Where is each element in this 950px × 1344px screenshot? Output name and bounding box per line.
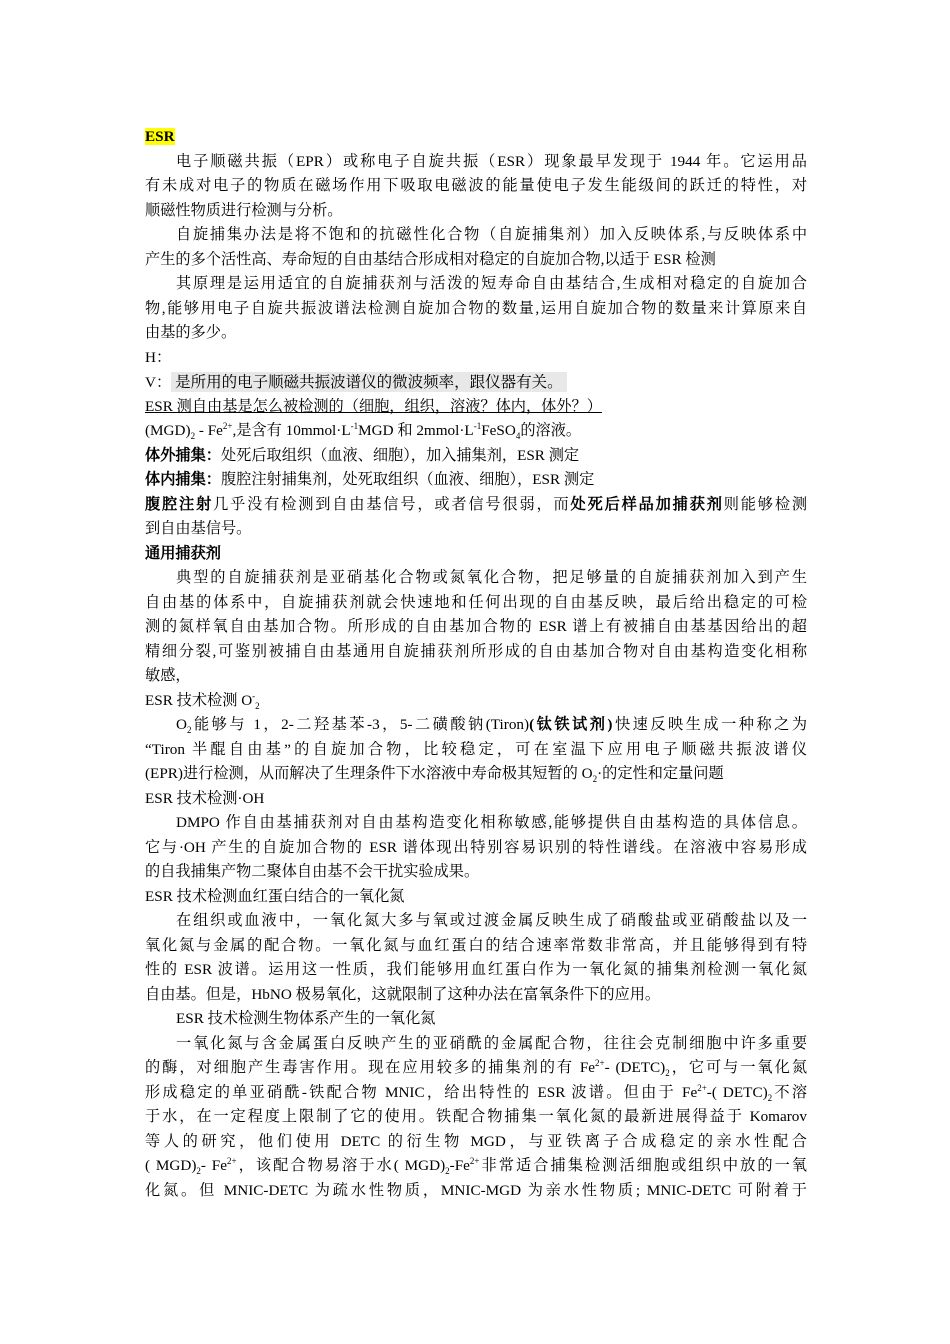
bio-text: 的酶，对细胞产生毒害作用。现在应用较多的捕集剂的有 Fe [145,1059,596,1076]
ip-line: 到自由基信号。 [145,520,252,537]
bio-text: ，该配合物易溶于水( MGD) [236,1157,446,1174]
paragraph-line: 等人的研究，他们使用 DETC 的衍生物 MGD，与亚铁离子合成稳定的亲水性配合 [145,1132,807,1150]
paragraph-line: 有未成对电子的物质在磁场作用下吸取电磁波的能量使电子发生能级间的跃迁的特性，对 [145,177,807,194]
superscript: -1 [473,420,482,431]
subscript: 2 [186,725,192,736]
o2-text: ·的定性和定量问题 [597,765,724,782]
superscript: 2+ [227,1155,237,1166]
title-line [145,125,807,150]
o2-text: 能够与 1，2-二羟基苯-3，5-二磺酸钠(Tiron) [191,716,530,733]
bio-text: - Fe [200,1157,227,1174]
paragraph-line: 典型的自旋捕获剂是亚硝基化合物或氮氧化合物，把足够量的自旋捕获剂加入到产生 [176,569,807,586]
paragraph-line: “Tiron 半醌自由基”的自旋加合物，比较稳定，可在室温下应用电子顺磁共振波谱仪 [145,740,807,758]
ip-line [145,493,807,518]
bio-text: 非常适合捕集检测活细胞或组织中放的一氧 [479,1157,807,1174]
bio-text: 不溶 [772,1083,807,1101]
bio-text: ，它可与一氧化氮 [669,1059,807,1076]
bio-text: -( DETC) [706,1083,768,1101]
paragraph-line: 自由基的体系中，自旋捕获剂就会快速地和任何出现的自由基反映，最后给出稳定的可检 [145,593,807,611]
paragraph-line [145,762,807,787]
o2-text: O [176,716,187,733]
superscript: 2+ [469,1155,480,1166]
v-line [145,370,807,395]
in-vitro-text: 处死后取组织（血液、细胞），加入捕集剂，ESR 测定 [220,446,580,464]
in-vivo-label: 体内捕集： [145,471,221,488]
paragraph-line: 自旋捕集办法是将不饱和的抗磁性化合物（自旋捕集剂）加入反映体系,与反映体系中 [176,226,807,243]
paragraph-line: 测的氮样氧自由基加合物。所形成的自由基加合物的 ESR 谱上有被捕自由基基因给出的超 [145,618,807,635]
paragraph-line [145,713,807,738]
paragraph-line: 性的 ESR 波谱。运用这一性质，我们能够用血红蛋白作为一氧化氮的捕集剂检测一氧化氮 [145,961,807,978]
mgd-line [145,419,807,444]
paragraph-line: 在组织或血液中，一氧化氮大多与氧或过渡金属反映生成了硝酸盐或亚硝酸盐以及一 [176,912,807,929]
paragraph-line: 化氮。但 MNIC-DETC 为疏水性物质，MNIC-MGD 为亲水性物质; MNIC-DETC 可附着于 [145,1181,807,1199]
superscript: -1 [350,420,359,431]
document-page [145,125,807,1203]
question-text: ESR 测自由基是怎么被检测的（细胞，组织，溶液？体内，体外？） [145,397,602,415]
subscript: 2 [665,1068,670,1079]
bio-text: 形成稳定的单亚硝酰-铁配合物 MNIC，给出特性的 ESR 波谱。但由于 Fe [145,1083,698,1101]
h-label: H： [145,348,172,366]
paragraph-line: 自由基。但是，HbNO 极易氧化，这就限制了这种办法在富氧条件下的应用。 [145,985,661,1003]
ip-text: 几乎没有检测到自由基信号，或者信号很弱，而 [213,495,571,513]
section-heading: ESR 技术检测生物体系产生的一氧化氮 [176,1010,436,1027]
superscript: - [252,690,256,701]
subscript: 2 [445,1166,450,1177]
bio-text: ( MGD) [145,1157,197,1174]
ip-text: 则能够检测 [723,495,807,513]
subscript: 2 [196,1166,201,1177]
paragraph-line: 一氧化氮与含金属蛋白反映产生的亚硝酰的金属配合物，往往会克制细胞中许多重要 [176,1034,807,1052]
in-vivo-line [145,468,807,493]
in-vitro-line [145,444,807,469]
subscript: 2 [255,700,260,711]
paragraph-line: DMPO 作自由基捕获剂对自由基构造变化相称敏感,能够提供自由基构造的具体信息。 [176,814,807,831]
subscript: 2 [190,431,196,442]
paragraph-line [145,1154,807,1179]
section-heading: ESR 技术检测血红蛋白结合的一氧化氮 [145,887,405,905]
paragraph-line [145,1056,807,1081]
superscript: 2+ [697,1082,707,1093]
bio-text: -Fe [449,1157,470,1174]
paragraph-line: 它与·OH 产生的自旋加合物的 ESR 谱体现出特别容易识别的特性谱线。在溶液中容易形成 [145,838,807,856]
superscript: 2+ [222,420,233,431]
v-label: V： [145,374,172,391]
paragraph-line: 敏感， [145,667,191,684]
mgd-text: 的溶液。 [520,422,582,439]
in-vivo-text: 腹腔注射捕集剂，处死取组织（血液、细胞），ESR 测定 [220,471,595,488]
paragraph-line: 精细分裂,可鉴别被捕自由基通用自旋捕获剂所形成的自由基加合物对自由基构造变化相称 [145,642,807,660]
heading-text: ESR 技术检测 O [145,691,253,709]
o2-text: (EPR)进行检测，从而解决了生理条件下水溶液中寿命极其短暂的 O [145,765,593,782]
paragraph-line: 的自我捕集产物二聚体自由基不会干扰实验成果。 [145,863,480,880]
paragraph-line: 顺磁性物质进行检测与分析。 [145,201,343,219]
paragraph-line: 由基的多少。 [145,324,237,341]
paragraph-line [145,1081,807,1106]
paragraph-line: 产生的多个活性高、寿命短的自由基结合形成相对稳定的自旋加合物,以适于 ESR 检测 [145,250,716,268]
v-description: 是所用的电子顺磁共振波谱仪的微波频率，跟仪器有关。 [171,372,567,392]
paragraph-line: 电子顺磁共振（EPR）或称电子自旋共振（ESR）现象最早发现于 1944 年。它运用品 [176,152,807,170]
question-line [145,395,807,420]
mgd-text: (MGD) [145,422,191,439]
section-heading [145,689,807,714]
superscript: 2+ [595,1057,605,1068]
o2-bold: (钛铁试剂) [529,716,613,733]
mgd-text: MGD 和 2mmol·L [358,422,474,439]
mgd-text: FeSO [481,422,516,439]
paragraph-line: 于水，在一定程度上限制了它的使用。铁配合物捕集一氧化氮的最新进展得益于 Komarov [145,1108,807,1125]
mgd-text: - Fe [195,422,223,439]
ip-bold: 腹腔注射 [145,495,214,513]
bio-text: - (DETC) [604,1059,666,1076]
paragraph-line: 氧化氮与金属的配合物。一氧化氮与血红蛋白的结合速率常数非常高，并且能够得到有特 [145,936,807,954]
subscript: 2 [767,1092,773,1103]
subscript: 2 [592,774,598,785]
document-title: ESR [145,128,175,145]
subscript: 4 [515,431,521,442]
paragraph-line: 物,能够用电子自旋共振波谱法检测自旋加合物的数量,运用自旋加合物的数量来计算原来自 [145,299,807,317]
ip-bold: 处死后样品加捕获剂 [570,495,724,513]
mgd-text: ,是含有 10mmol·L [232,422,351,439]
section-heading: 通用捕获剂 [145,544,221,562]
paragraph-line: 其原理是运用适宜的自旋捕获剂与活泼的短寿命自由基结合,生成相对稳定的自旋加合 [176,275,807,292]
section-heading: ESR 技术检测·OH [145,789,265,807]
in-vitro-label: 体外捕集： [145,446,221,464]
o2-text: 快速反映生成一种称之为 [612,716,807,733]
